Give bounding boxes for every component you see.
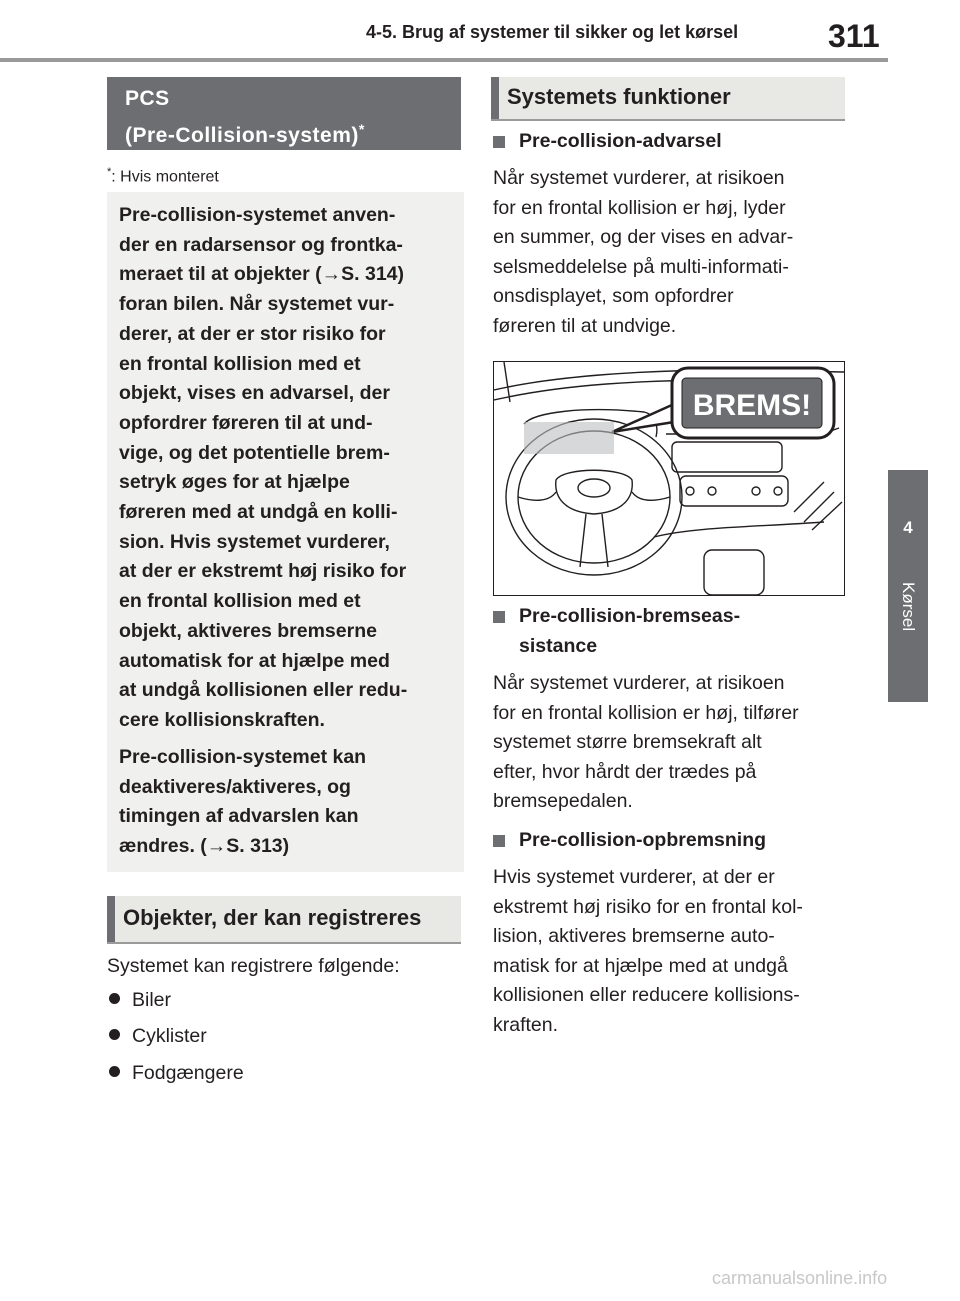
pcs-heading-star: *	[358, 121, 365, 137]
body-line: Hvis systemet vurderer, at der er	[493, 866, 775, 888]
chapter-tab-label: Kørsel	[899, 582, 918, 632]
info-line: en frontal kollision med et	[119, 590, 361, 613]
info-line: objekt, aktiveres bremserne	[119, 619, 377, 642]
body-line: Når systemet vurderer, at risikoen	[493, 672, 785, 694]
bullet-dot	[109, 1029, 120, 1040]
footnote-text: : Hvis monteret	[111, 168, 219, 186]
info-line: setryk øges for at hjælpe	[119, 471, 350, 494]
pcs-info-box	[107, 192, 464, 872]
watermark: carmanualsonline.info	[712, 1268, 888, 1288]
body-line: en summer, og der vises en advar-	[493, 226, 794, 248]
item2-body	[493, 669, 843, 817]
info-line: foran bilen. Når systemet vur-	[119, 293, 395, 316]
pcs-heading-line1: PCS	[125, 87, 170, 110]
info-line: meraet til at objekter (→S. 314)	[119, 263, 405, 286]
item2-title-line: Pre-collision-bremseas-	[519, 605, 741, 627]
info-line: derer, at der er stor risiko for	[119, 322, 386, 345]
item2-heading	[493, 602, 843, 661]
list-item-text: Biler	[132, 989, 172, 1011]
info-line: sion. Hvis systemet vurderer,	[119, 530, 390, 553]
info-line: at undgå kollisionen eller redu-	[119, 679, 408, 702]
item2-title-line: sistance	[519, 634, 598, 657]
info-paragraph-1	[119, 201, 449, 736]
item3-body	[493, 863, 843, 1040]
body-line: for en frontal kollision er høj, lyder	[493, 196, 786, 219]
info-line: en frontal kollision med et	[119, 352, 361, 375]
info-line: ændres. (→S. 313)	[119, 835, 290, 858]
functions-heading	[491, 77, 845, 121]
info-line: Pre-collision-systemet kan	[119, 746, 367, 768]
item3-heading	[493, 826, 843, 856]
info-line: timingen af advarslen kan	[119, 805, 359, 828]
square-bullet	[493, 136, 505, 148]
chapter-tab-number: 4	[903, 518, 913, 537]
info-line: cere kollisionskraften.	[119, 708, 325, 731]
info-line: føreren med at undgå en kolli-	[119, 501, 398, 524]
body-line: matisk for at hjælpe med at undgå	[493, 954, 788, 977]
item1-heading	[493, 127, 843, 157]
footnote	[107, 166, 219, 186]
page-number: 311	[828, 18, 880, 54]
body-line: kraften.	[493, 1013, 559, 1036]
list-item-text: Fodgængere	[132, 1062, 244, 1084]
pcs-heading-line2-wrap	[125, 114, 365, 151]
square-bullet	[493, 835, 505, 847]
heading-bar	[107, 896, 115, 942]
info-line: vige, og det potentielle brem-	[119, 441, 390, 464]
item1-body	[493, 164, 843, 341]
objects-intro: Systemet kan registrere følgende:	[107, 955, 400, 977]
list-item-text: Cyklister	[132, 1025, 207, 1047]
footnote-star: *	[107, 166, 112, 178]
list-item	[109, 989, 171, 1012]
info-line: Pre-collision-systemet anven-	[119, 204, 396, 226]
header-rule	[0, 58, 888, 62]
info-paragraph-2	[119, 743, 449, 862]
objects-heading	[107, 896, 461, 944]
body-line: bremsepedalen.	[493, 790, 633, 812]
body-line: ekstremt høj risiko for en frontal kol-	[493, 895, 803, 918]
body-line: for en frontal kollision er høj, tilfører	[493, 701, 799, 724]
info-line: at der er ekstremt høj risiko for	[119, 560, 407, 583]
objects-heading-text: Objekter, der kan registreres	[123, 905, 422, 930]
item3-title: Pre-collision-opbremsning	[519, 829, 767, 851]
running-header-title: 4-5. Brug af systemer til sikker og let kørsel	[366, 22, 739, 42]
chapter-tab-label-wrap	[888, 582, 928, 652]
info-line: objekt, vises en advarsel, der	[119, 382, 390, 405]
info-line: der en radarsensor og frontka-	[119, 233, 403, 256]
body-line: føreren til at undvige.	[493, 314, 677, 337]
body-line: onsdisplayet, som opfordrer	[493, 285, 734, 307]
pcs-heading-line2: (Pre-Collision-system)	[125, 124, 359, 147]
list-item	[109, 1062, 244, 1085]
bullet-dot	[109, 1066, 120, 1077]
body-line: systemet større bremsekraft alt	[493, 731, 762, 753]
functions-heading-text: Systemets funktioner	[507, 84, 731, 109]
info-line: opfordrer føreren til at und-	[119, 411, 373, 434]
info-line: automatisk for at hjælpe med	[119, 649, 390, 672]
square-bullet	[493, 611, 505, 623]
pcs-heading	[107, 77, 461, 150]
heading-bar	[491, 77, 499, 119]
brems-warning-text: BREMS!	[692, 389, 812, 422]
list-item	[109, 1025, 207, 1048]
body-line: efter, hvor hårdt der trædes på	[493, 760, 757, 783]
bullet-dot	[109, 993, 120, 1004]
body-line: Når systemet vurderer, at risikoen	[493, 167, 785, 189]
body-line: lision, aktiveres bremserne auto-	[493, 925, 775, 947]
dashboard-drawing	[494, 362, 844, 595]
item1-title: Pre-collision-advarsel	[519, 130, 722, 152]
body-line: kollisionen eller reducere kollisions-	[493, 984, 800, 1006]
dashboard-illustration	[493, 361, 845, 596]
info-line: deaktiveres/aktiveres, og	[119, 775, 351, 798]
body-line: selsmeddelelse på multi-informati-	[493, 255, 789, 278]
